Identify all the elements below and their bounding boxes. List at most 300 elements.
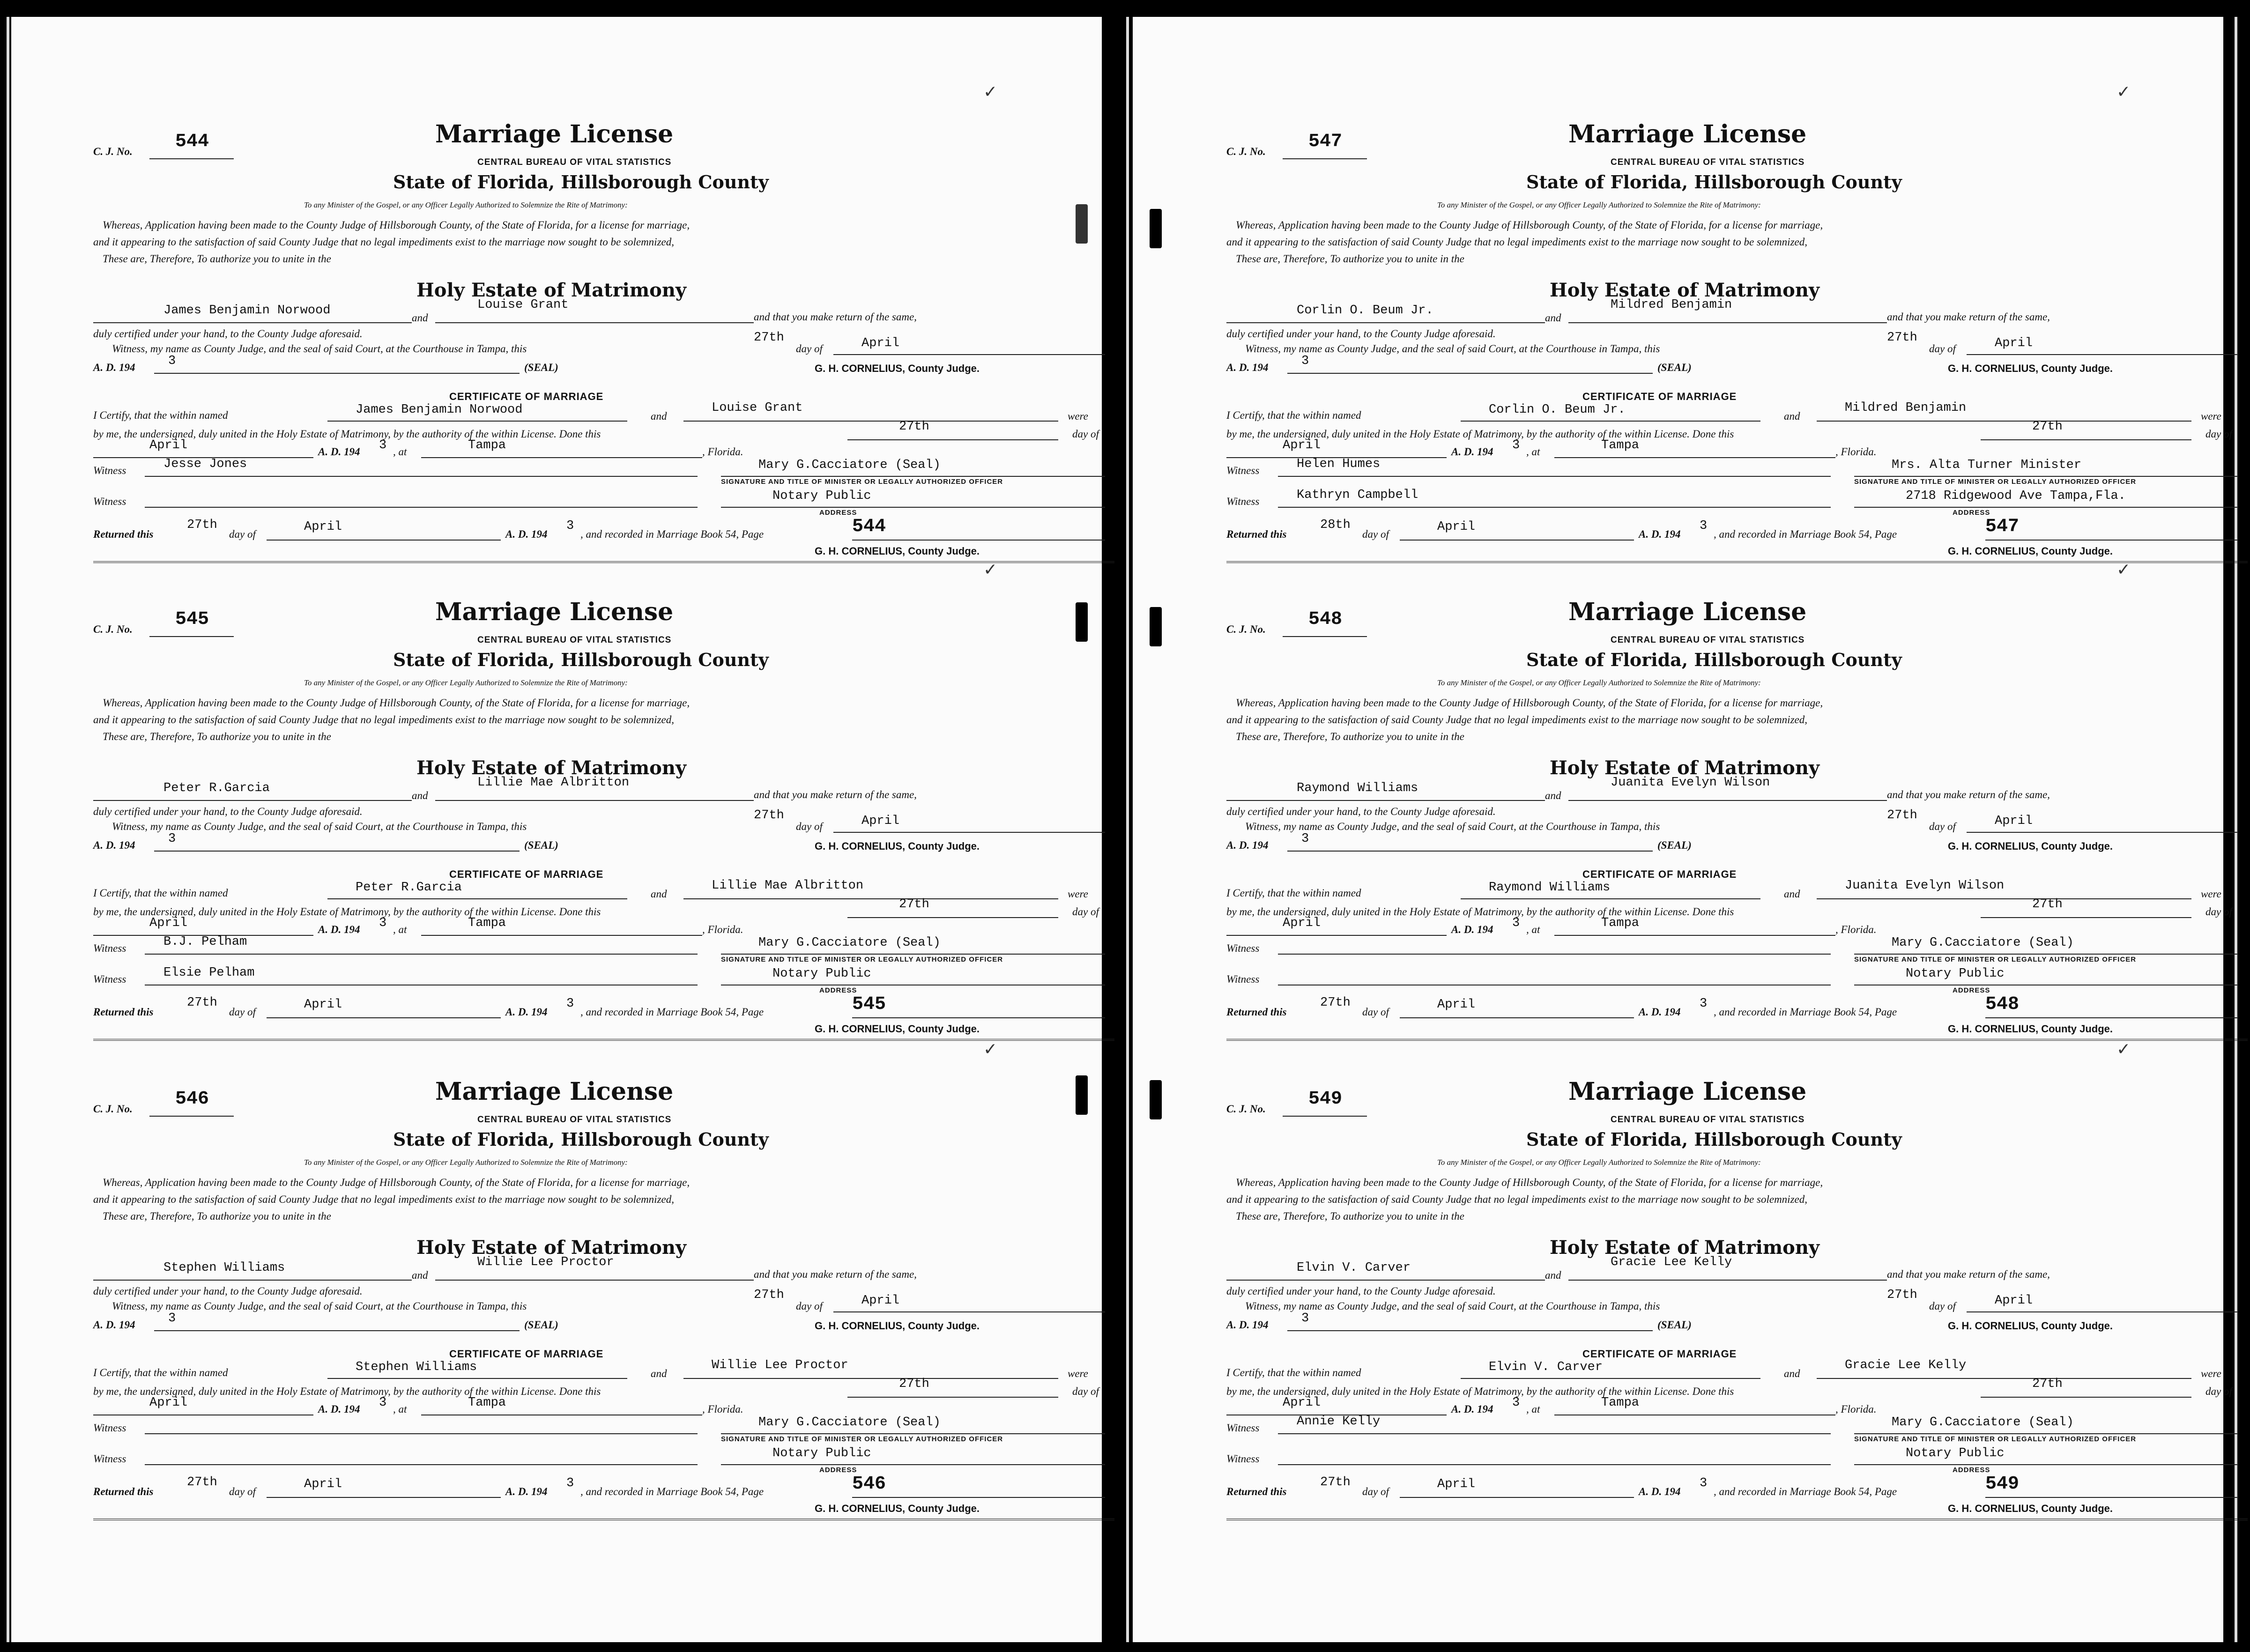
section-divider <box>1226 1039 2248 1041</box>
returned-year-digit: 3 <box>566 519 574 533</box>
underline <box>1278 476 1831 477</box>
underline <box>1400 1017 1634 1018</box>
license-title: Marriage License <box>435 1077 674 1106</box>
whereas-line-1: Whereas, Application having been made to the County Judge of Hillsborough County, of the State of Florida, for a license for marriage, <box>103 697 690 709</box>
underline <box>1461 421 1760 422</box>
underline <box>267 1497 501 1498</box>
county-judge: G. H. CORNELIUS, County Judge. <box>1948 1023 2113 1035</box>
duly-certified: duly certified under your hand, to the County Judge aforesaid. <box>93 806 363 817</box>
whereas-line-2: and it appearing to the satisfaction of said County Judge that no legal impediments exist to the marriage now sought to be solemnized, <box>1226 714 1807 726</box>
to-any-minister: To any Minister of the Gospel, or any Officer Legally Authorized to Solemnize the Rite of Matrimony: <box>1437 678 1761 687</box>
done-year-digit: 3 <box>1512 916 1520 930</box>
holy-estate-heading: Holy Estate of Matrimony <box>416 279 687 301</box>
ad-label: A. D. 194 <box>1451 924 1493 935</box>
county-judge: G. H. CORNELIUS, County Judge. <box>1948 1503 2113 1514</box>
whereas-line-1: Whereas, Application having been made to the County Judge of Hillsborough County, of the State of Florida, for a license for marriage, <box>1236 697 1823 709</box>
returned-label: Returned this <box>93 1006 154 1018</box>
and-label: and <box>412 790 428 801</box>
ad-label: A. D. 194 <box>1226 1319 1269 1331</box>
binder-hole <box>1150 209 1162 248</box>
issue-day: 27th <box>1887 331 1917 345</box>
address-caption: ADDRESS <box>819 986 857 994</box>
issue-year-digit: 3 <box>1301 354 1309 368</box>
state-heading: State of Florida, Hillsborough County <box>1526 649 1902 670</box>
whereas-line-1: Whereas, Application having been made to the County Judge of Hillsborough County, of the State of Florida, for a license for marriage, <box>1236 1177 1823 1188</box>
license-card <box>1226 560 2248 1043</box>
state-heading: State of Florida, Hillsborough County <box>393 171 769 193</box>
signature-caption: SIGNATURE AND TITLE OF MINISTER OR LEGALLY AUTHORIZED OFFICER <box>721 1435 1003 1443</box>
returned-label: Returned this <box>1226 1486 1287 1497</box>
returned-label: Returned this <box>1226 1006 1287 1018</box>
and-label: and <box>1545 1269 1561 1281</box>
bride-name: Juanita Evelyn Wilson <box>1611 776 1770 790</box>
license-title: Marriage License <box>1568 1077 1807 1106</box>
underline <box>435 322 754 323</box>
right-page <box>1133 17 2232 1642</box>
at-label: , at <box>393 1403 407 1415</box>
license-card <box>1226 1040 2248 1522</box>
left-page <box>11 17 1102 1642</box>
underline <box>1981 439 2191 440</box>
county-judge: G. H. CORNELIUS, County Judge. <box>815 545 980 557</box>
witness-label: Witness <box>93 973 126 985</box>
ad-label: A. D. 194 <box>505 1486 548 1497</box>
county-judge: G. H. CORNELIUS, County Judge. <box>1948 545 2113 557</box>
underline <box>154 851 520 852</box>
whereas-line-1: Whereas, Application having been made to the County Judge of Hillsborough County, of the State of Florida, for a license for marriage, <box>103 219 690 231</box>
section-divider <box>93 1039 1114 1041</box>
whereas-line-3: These are, Therefore, To authorize you to unite in the <box>1236 1210 1464 1222</box>
underline <box>421 935 702 936</box>
county-judge: G. H. CORNELIUS, County Judge. <box>815 840 980 852</box>
day-of-label: day of <box>2205 1385 2232 1397</box>
check-mark-icon: ✓ <box>2116 560 2131 579</box>
underline <box>1283 1116 1367 1117</box>
returned-month: April <box>1437 520 1476 534</box>
address-caption: ADDRESS <box>819 509 857 517</box>
i-certify: I Certify, that the within named <box>93 887 228 899</box>
license-title: Marriage License <box>1568 598 1807 626</box>
underline <box>833 354 1105 355</box>
certificate-heading: CERTIFICATE OF MARRIAGE <box>449 868 604 880</box>
day-of-label: day of <box>229 1486 256 1497</box>
certificate-heading: CERTIFICATE OF MARRIAGE <box>449 1348 604 1360</box>
day-of-label: day of <box>229 528 256 540</box>
returned-day: 27th <box>187 1475 217 1489</box>
by-me-clause: by me, the undersigned, duly united in the Holy Estate of Matrimony, by the authority of the within License. Done this <box>1226 1385 1734 1397</box>
underline <box>1226 935 1447 936</box>
underline <box>145 954 698 955</box>
return-same: and that you make return of the same, <box>754 1268 917 1280</box>
witness-label: Witness <box>1226 973 1260 985</box>
page-edge-left <box>7 17 9 1642</box>
underline <box>1278 507 1831 508</box>
holy-estate-heading: Holy Estate of Matrimony <box>1550 757 1820 779</box>
whereas-line-2: and it appearing to the satisfaction of said County Judge that no legal impediments exist to the marriage now sought to be solemnized, <box>93 1193 674 1205</box>
day-of-label: day of <box>229 1006 256 1018</box>
recorded-clause: , and recorded in Marriage Book 54, Page <box>580 1486 764 1497</box>
done-month: April <box>1283 1396 1321 1410</box>
officiant-title: Notary Public <box>1906 1446 2005 1460</box>
bureau-heading: CENTRAL BUREAU OF VITAL STATISTICS <box>477 635 672 645</box>
underline <box>1817 1378 2191 1379</box>
florida-label: , Florida. <box>1835 924 1877 935</box>
whereas-line-2: and it appearing to the satisfaction of said County Judge that no legal impediments exist to the marriage now sought to be solemnized, <box>1226 236 1807 248</box>
witness-label: Witness <box>1226 496 1260 507</box>
underline <box>1854 1433 2238 1434</box>
issue-day: 27th <box>1887 808 1917 822</box>
return-same: and that you make return of the same, <box>754 311 917 323</box>
underline <box>1854 476 2238 477</box>
to-any-minister: To any Minister of the Gospel, or any Officer Legally Authorized to Solemnize the Rite of Matrimony: <box>1437 1158 1761 1167</box>
record-page: 548 <box>1985 994 2020 1015</box>
day-of-label: day of <box>1929 1300 1956 1312</box>
by-me-clause: by me, the undersigned, duly united in the Holy Estate of Matrimony, by the authority of the within License. Done this <box>1226 906 1734 918</box>
underline <box>1283 636 1367 637</box>
ad-label: A. D. 194 <box>1226 362 1269 373</box>
cert-bride-name: Gracie Lee Kelly <box>1845 1358 1967 1372</box>
recorded-clause: , and recorded in Marriage Book 54, Page <box>1714 1006 1897 1018</box>
witness-label: Witness <box>1226 1453 1260 1465</box>
signature-caption: SIGNATURE AND TITLE OF MINISTER OR LEGALLY AUTHORIZED OFFICER <box>721 956 1003 963</box>
ad-label: A. D. 194 <box>1451 446 1493 458</box>
day-of-label: day of <box>1929 343 1956 355</box>
ad-label: A. D. 194 <box>93 362 135 373</box>
seal-label: (SEAL) <box>524 839 558 851</box>
whereas-line-2: and it appearing to the satisfaction of said County Judge that no legal impediments exist to the marriage now sought to be solemnized, <box>1226 1193 1807 1205</box>
ad-label: A. D. 194 <box>505 1006 548 1018</box>
cert-groom-name: Raymond Williams <box>1489 881 1611 895</box>
florida-label: , Florida. <box>1835 1403 1877 1415</box>
bride-name: Willie Lee Proctor <box>477 1255 614 1269</box>
day-of-label: day of <box>796 821 823 832</box>
and-label: and <box>651 888 667 900</box>
underline <box>1981 1397 2191 1398</box>
cert-groom-name: Peter R.Garcia <box>356 881 462 895</box>
returned-month: April <box>304 520 342 534</box>
address-caption: ADDRESS <box>819 1466 857 1474</box>
section-divider <box>93 1519 1114 1520</box>
and-label: and <box>1784 1368 1800 1379</box>
cj-no-label: C. J. No. <box>93 623 133 635</box>
underline <box>149 636 234 637</box>
record-page: 547 <box>1985 516 2020 537</box>
bride-name: Mildred Benjamin <box>1611 298 1732 312</box>
underline <box>1854 954 2238 955</box>
officiant-title: Notary Public <box>772 967 871 981</box>
whereas-line-3: These are, Therefore, To authorize you to unite in the <box>103 1210 331 1222</box>
officiant-signature: Mrs. Alta Turner Minister <box>1892 458 2082 472</box>
ad-label: A. D. 194 <box>1639 528 1681 540</box>
county-judge: G. H. CORNELIUS, County Judge. <box>1948 1320 2113 1332</box>
and-label: and <box>1545 790 1561 801</box>
underline <box>847 1397 1058 1398</box>
at-label: , at <box>393 924 407 935</box>
done-day: 27th <box>2032 1377 2063 1391</box>
seal-label: (SEAL) <box>1657 1319 1692 1331</box>
state-heading: State of Florida, Hillsborough County <box>1526 171 1902 193</box>
at-label: , at <box>1526 446 1540 458</box>
returned-label: Returned this <box>93 528 154 540</box>
done-day: 27th <box>2032 420 2063 434</box>
done-year-digit: 3 <box>379 438 387 452</box>
witness-clause: Witness, my name as County Judge, and the seal of said Court, at the Courthouse in Tampa, this <box>1245 1300 1660 1312</box>
to-any-minister: To any Minister of the Gospel, or any Officer Legally Authorized to Solemnize the Rite of Matrimony: <box>304 1158 628 1167</box>
florida-label: , Florida. <box>702 924 743 935</box>
officiant-title: Notary Public <box>772 489 871 503</box>
underline <box>421 457 702 458</box>
bureau-heading: CENTRAL BUREAU OF VITAL STATISTICS <box>477 157 672 167</box>
i-certify: I Certify, that the within named <box>1226 887 1361 899</box>
and-label: and <box>651 1368 667 1379</box>
done-day: 27th <box>2032 897 2063 911</box>
witness-label: Witness <box>93 942 126 954</box>
duly-certified: duly certified under your hand, to the County Judge aforesaid. <box>1226 1285 1496 1297</box>
whereas-line-3: These are, Therefore, To authorize you to unite in the <box>1236 731 1464 742</box>
were-label: were <box>2201 410 2221 422</box>
section-divider <box>1226 561 2248 563</box>
witness-1: Helen Humes <box>1297 457 1381 471</box>
underline <box>1226 1280 1545 1281</box>
day-of-label: day of <box>2205 428 2232 440</box>
and-label: and <box>1784 410 1800 422</box>
witness-clause: Witness, my name as County Judge, and the seal of said Court, at the Courthouse in Tampa, this <box>1245 343 1660 355</box>
underline <box>1554 935 1835 936</box>
recorded-clause: , and recorded in Marriage Book 54, Page <box>580 528 764 540</box>
i-certify: I Certify, that the within named <box>1226 409 1361 421</box>
day-of-label: day of <box>796 1300 823 1312</box>
ad-label: A. D. 194 <box>1639 1486 1681 1497</box>
seal-label: (SEAL) <box>1657 362 1692 373</box>
return-same: and that you make return of the same, <box>1887 311 2050 323</box>
day-of-label: day of <box>796 343 823 355</box>
certificate-heading: CERTIFICATE OF MARRIAGE <box>1582 391 1737 402</box>
underline <box>1568 1280 1887 1281</box>
underline <box>1461 1378 1760 1379</box>
license-card <box>1226 82 2248 565</box>
officiant-signature: Mary G.Cacciatore (Seal) <box>758 936 941 950</box>
issue-month: April <box>1995 814 2033 828</box>
were-label: were <box>2201 888 2221 900</box>
underline <box>267 1017 501 1018</box>
cert-bride-name: Willie Lee Proctor <box>712 1358 848 1372</box>
witness-label: Witness <box>93 1453 126 1465</box>
done-month: April <box>149 916 188 930</box>
underline <box>1461 898 1760 899</box>
underline <box>154 373 520 374</box>
seal-label: (SEAL) <box>524 1319 558 1331</box>
underline <box>327 898 627 899</box>
cert-groom-name: James Benjamin Norwood <box>356 403 523 417</box>
underline <box>683 898 1058 899</box>
binder-hole <box>1150 607 1162 646</box>
recorded-clause: , and recorded in Marriage Book 54, Page <box>1714 528 1897 540</box>
underline <box>1278 954 1831 955</box>
groom-name: James Benjamin Norwood <box>163 304 331 318</box>
underline <box>721 507 1105 508</box>
underline <box>149 158 234 159</box>
underline <box>847 917 1058 918</box>
bureau-heading: CENTRAL BUREAU OF VITAL STATISTICS <box>1611 157 1805 167</box>
returned-year-digit: 3 <box>1700 1476 1708 1490</box>
underline <box>683 1378 1058 1379</box>
bureau-heading: CENTRAL BUREAU OF VITAL STATISTICS <box>1611 1115 1805 1125</box>
done-year-digit: 3 <box>1512 438 1520 452</box>
return-same: and that you make return of the same, <box>1887 1268 2050 1280</box>
address-caption: ADDRESS <box>1953 986 1990 994</box>
license-title: Marriage License <box>435 598 674 626</box>
day-of-label: day of <box>1072 1385 1099 1397</box>
officiant-signature: Mary G.Cacciatore (Seal) <box>1892 1415 2074 1430</box>
by-me-clause: by me, the undersigned, duly united in the Holy Estate of Matrimony, by the authority of the within License. Done this <box>93 1385 601 1397</box>
cert-groom-name: Elvin V. Carver <box>1489 1360 1603 1374</box>
ad-label: A. D. 194 <box>318 1403 360 1415</box>
county-judge: G. H. CORNELIUS, County Judge. <box>1948 363 2113 374</box>
issue-year-digit: 3 <box>168 1311 176 1326</box>
by-me-clause: by me, the undersigned, duly united in the Holy Estate of Matrimony, by the authority of the within License. Done this <box>1226 428 1734 440</box>
whereas-line-1: Whereas, Application having been made to the County Judge of Hillsborough County, of the State of Florida, for a license for marriage, <box>1236 219 1823 231</box>
duly-certified: duly certified under your hand, to the County Judge aforesaid. <box>93 1285 363 1297</box>
issue-year-digit: 3 <box>168 832 176 846</box>
place: Tampa <box>468 1396 506 1410</box>
underline <box>683 421 1058 422</box>
cj-number: 545 <box>175 609 209 630</box>
and-label: and <box>1545 312 1561 324</box>
underline <box>1817 421 2191 422</box>
returned-month: April <box>1437 1477 1476 1491</box>
holy-estate-heading: Holy Estate of Matrimony <box>416 757 687 779</box>
witness-1: B.J. Pelham <box>163 935 247 949</box>
underline <box>1278 1433 1831 1434</box>
county-judge: G. H. CORNELIUS, County Judge. <box>815 1023 980 1035</box>
i-certify: I Certify, that the within named <box>1226 1367 1361 1378</box>
florida-label: , Florida. <box>702 1403 743 1415</box>
state-heading: State of Florida, Hillsborough County <box>393 649 769 670</box>
return-same: and that you make return of the same, <box>754 789 917 800</box>
holy-estate-heading: Holy Estate of Matrimony <box>416 1237 687 1259</box>
day-of-label: day of <box>1072 906 1099 918</box>
underline <box>154 1330 520 1331</box>
officiant-title: Notary Public <box>772 1446 871 1460</box>
whereas-line-3: These are, Therefore, To authorize you to unite in the <box>1236 253 1464 265</box>
record-page: 545 <box>852 994 886 1015</box>
done-month: April <box>1283 438 1321 452</box>
underline <box>721 1433 1105 1434</box>
underline <box>1400 540 1634 541</box>
cert-bride-name: Louise Grant <box>712 401 803 415</box>
address-caption: ADDRESS <box>1953 509 1990 517</box>
returned-day: 27th <box>1320 1475 1351 1489</box>
at-label: , at <box>1526 1403 1540 1415</box>
underline <box>149 1116 234 1117</box>
cj-no-label: C. J. No. <box>93 1103 133 1115</box>
and-label: and <box>412 1269 428 1281</box>
underline <box>1287 373 1653 374</box>
county-judge: G. H. CORNELIUS, County Judge. <box>815 363 980 374</box>
holy-estate-heading: Holy Estate of Matrimony <box>1550 1237 1820 1259</box>
to-any-minister: To any Minister of the Gospel, or any Officer Legally Authorized to Solemnize the Rite of Matrimony: <box>1437 200 1761 209</box>
underline <box>847 439 1058 440</box>
cj-no-label: C. J. No. <box>1226 623 1266 635</box>
returned-day: 27th <box>187 996 217 1010</box>
whereas-line-3: These are, Therefore, To authorize you to unite in the <box>103 253 331 265</box>
license-card <box>93 82 1114 565</box>
witness-clause: Witness, my name as County Judge, and the seal of said Court, at the Courthouse in Tampa, this <box>112 821 527 832</box>
at-label: , at <box>1526 924 1540 935</box>
returned-year-digit: 3 <box>1700 519 1708 533</box>
bride-name: Lillie Mae Albritton <box>477 776 630 790</box>
groom-name: Raymond Williams <box>1297 781 1418 795</box>
underline <box>852 1017 1105 1018</box>
underline <box>1854 1464 2238 1465</box>
issue-month: April <box>1995 1294 2033 1308</box>
to-any-minister: To any Minister of the Gospel, or any Officer Legally Authorized to Solemnize the Rite of Matrimony: <box>304 200 628 209</box>
day-of-label: day of <box>1362 528 1389 540</box>
underline <box>1568 322 1887 323</box>
day-of-label: day of <box>2205 906 2232 918</box>
underline <box>1400 1497 1634 1498</box>
witness-2: Elsie Pelham <box>163 966 255 980</box>
cert-groom-name: Corlin O. Beum Jr. <box>1489 403 1626 417</box>
underline <box>435 1280 754 1281</box>
state-heading: State of Florida, Hillsborough County <box>1526 1129 1902 1150</box>
officiant-title: Notary Public <box>1906 967 2005 981</box>
underline <box>1967 354 2238 355</box>
day-of-label: day of <box>1362 1486 1389 1497</box>
underline <box>833 832 1105 833</box>
check-mark-icon: ✓ <box>983 1040 998 1059</box>
by-me-clause: by me, the undersigned, duly united in the Holy Estate of Matrimony, by the authority of the within License. Done this <box>93 428 601 440</box>
bureau-heading: CENTRAL BUREAU OF VITAL STATISTICS <box>1611 635 1805 645</box>
were-label: were <box>1068 888 1088 900</box>
done-year-digit: 3 <box>1512 1396 1520 1410</box>
underline <box>327 421 627 422</box>
bureau-heading: CENTRAL BUREAU OF VITAL STATISTICS <box>477 1115 672 1125</box>
underline <box>833 1311 1105 1312</box>
page-edge-gutter <box>1126 17 1129 1642</box>
ad-label: A. D. 194 <box>318 446 360 458</box>
ad-label: A. D. 194 <box>1226 839 1269 851</box>
underline <box>852 1497 1105 1498</box>
check-mark-icon: ✓ <box>983 82 998 102</box>
county-judge: G. H. CORNELIUS, County Judge. <box>1948 840 2113 852</box>
license-card <box>93 560 1114 1043</box>
officiant-signature: Mary G.Cacciatore (Seal) <box>1892 936 2074 950</box>
issue-month: April <box>861 1294 900 1308</box>
underline <box>327 1378 627 1379</box>
license-card <box>93 1040 1114 1522</box>
to-any-minister: To any Minister of the Gospel, or any Officer Legally Authorized to Solemnize the Rite of Matrimony: <box>304 678 628 687</box>
returned-month: April <box>304 998 342 1012</box>
and-label: and <box>651 410 667 422</box>
done-year-digit: 3 <box>379 916 387 930</box>
groom-name: Corlin O. Beum Jr. <box>1297 304 1433 318</box>
ad-label: A. D. 194 <box>1639 1006 1681 1018</box>
cj-number: 549 <box>1308 1089 1343 1110</box>
ad-label: A. D. 194 <box>93 1319 135 1331</box>
florida-label: , Florida. <box>702 446 743 458</box>
witness-label: Witness <box>1226 942 1260 954</box>
ad-label: A. D. 194 <box>318 924 360 935</box>
whereas-line-1: Whereas, Application having been made to the County Judge of Hillsborough County, of the State of Florida, for a license for marriage, <box>103 1177 690 1188</box>
check-mark-icon: ✓ <box>2116 1040 2131 1059</box>
witness-clause: Witness, my name as County Judge, and the seal of said Court, at the Courthouse in Tampa, this <box>112 343 527 355</box>
returned-day: 27th <box>1320 996 1351 1010</box>
by-me-clause: by me, the undersigned, duly united in the Holy Estate of Matrimony, by the authority of the within License. Done this <box>93 906 601 918</box>
place: Tampa <box>468 438 506 452</box>
whereas-line-2: and it appearing to the satisfaction of said County Judge that no legal impediments exist to the marriage now sought to be solemnized, <box>93 714 674 726</box>
duly-certified: duly certified under your hand, to the County Judge aforesaid. <box>1226 806 1496 817</box>
